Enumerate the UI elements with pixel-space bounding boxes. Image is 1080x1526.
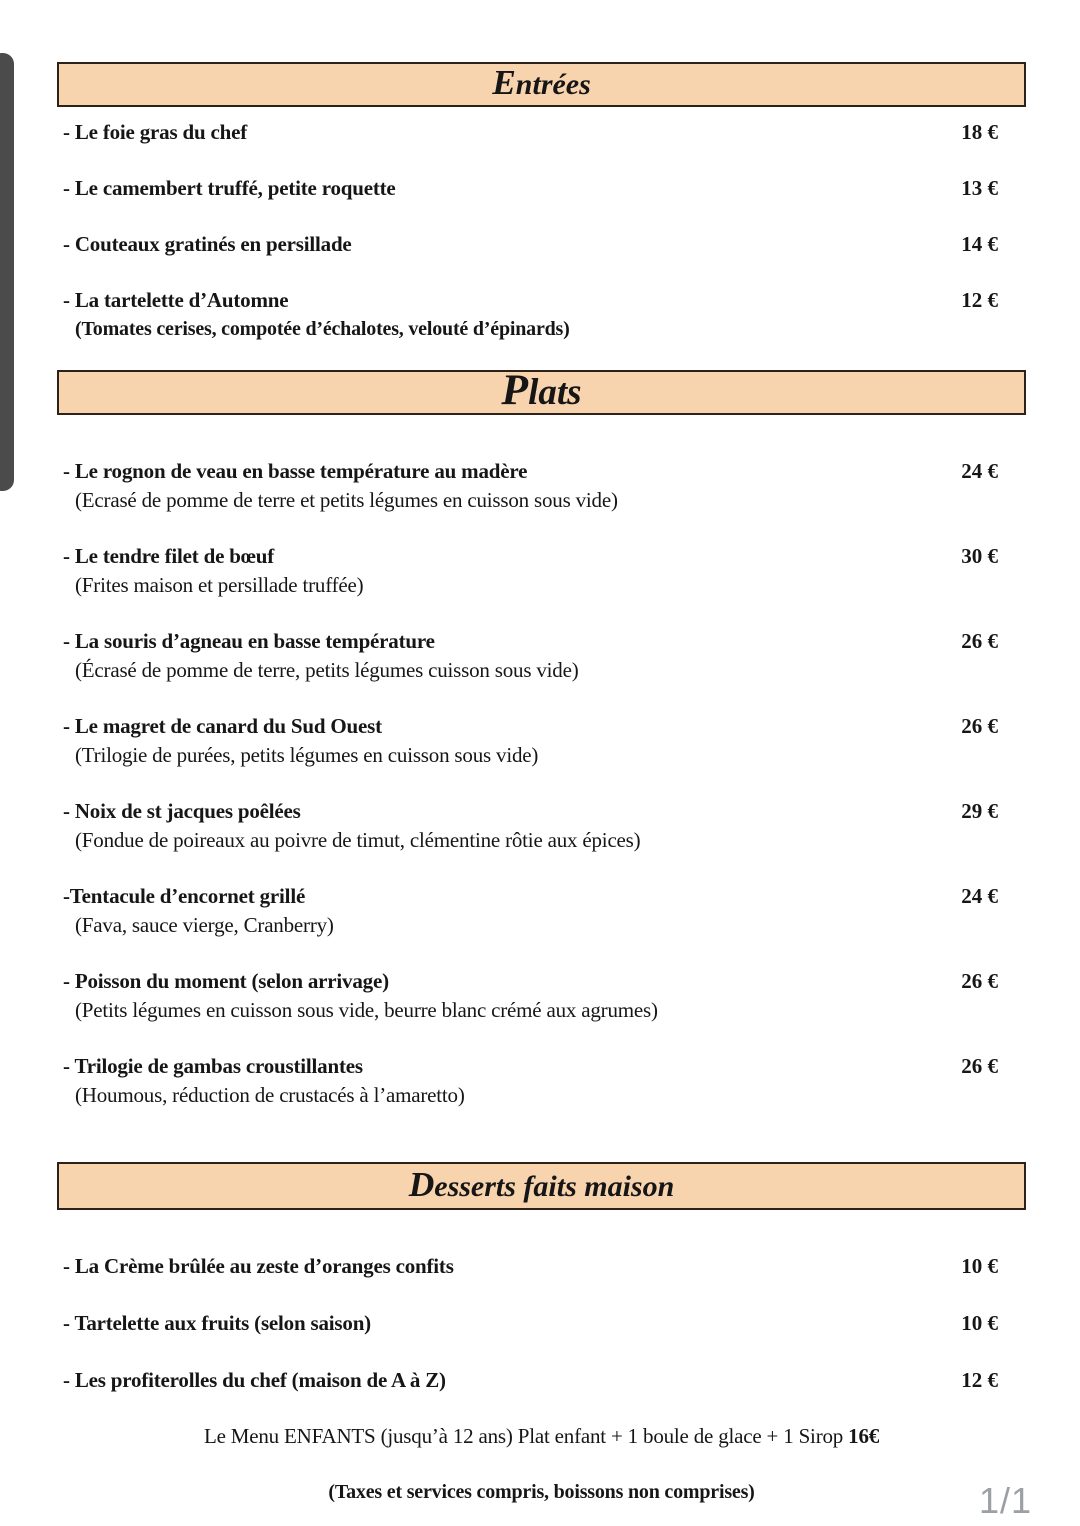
- menu-item: [57, 1311, 1026, 1336]
- section-banner-plats: [57, 366, 1026, 415]
- menu-item: [57, 459, 1026, 513]
- menu-item: [57, 120, 1026, 145]
- menu-item-name: - Tartelette aux fruits (selon saison): [63, 1311, 371, 1335]
- menu-item-name: - Le camembert truffé, petite roquette: [63, 176, 396, 200]
- menu-item-description: (Fava, sauce vierge, Cranberry): [75, 913, 334, 937]
- menu-item-price: 30 €: [961, 544, 998, 568]
- menu-item-price: 29 €: [961, 799, 998, 823]
- menu-item-description: (Fondue de poireaux au poivre de timut, clémentine rôtie aux épices): [75, 828, 641, 852]
- menu-item-name: - Le rognon de veau en basse température au madère: [63, 459, 528, 483]
- menu-item-price: 26 €: [961, 1054, 998, 1078]
- menu-item: [57, 232, 1026, 257]
- menu-item-name: - Trilogie de gambas croustillantes: [63, 1054, 363, 1078]
- section-entrees: [57, 62, 1026, 342]
- menu-item-description: (Houmous, réduction de crustacés à l’amaretto): [75, 1083, 465, 1107]
- menu-item: [57, 176, 1026, 201]
- menu-item-price: 12 €: [961, 288, 998, 312]
- section-plats: [57, 366, 1026, 1108]
- menu-item-name: -Tentacule d’encornet grillé: [63, 884, 306, 908]
- menu-item-description: (Écrasé de pomme de terre, petits légumes cuisson sous vide): [75, 658, 579, 682]
- menu-item-description: (Trilogie de purées, petits légumes en cuisson sous vide): [75, 743, 539, 767]
- menu-item-price: 24 €: [961, 459, 998, 483]
- menu-item: [57, 629, 1026, 683]
- menu-item-name: - La Crème brûlée au zeste d’oranges confits: [63, 1254, 454, 1278]
- menu-item-description: (Petits légumes en cuisson sous vide, beurre blanc crémé aux agrumes): [75, 998, 658, 1022]
- section-banner-desserts: [57, 1162, 1026, 1210]
- menu-item-name: - Le tendre filet de bœuf: [63, 544, 274, 568]
- section-banner-entrees: [57, 62, 1026, 107]
- menu-item-name: - Poisson du moment (selon arrivage): [63, 969, 389, 993]
- scrollbar-thumb[interactable]: [0, 53, 14, 491]
- menu-item-description: (Tomates cerises, compotée d’échalotes, velouté d’épinards): [75, 318, 570, 340]
- menu-item: [57, 969, 1026, 1023]
- kids-menu-note: [57, 1424, 1026, 1449]
- menu-item-price: 10 €: [961, 1311, 998, 1335]
- menu-item-description: (Ecrasé de pomme de terre et petits légumes en cuisson sous vide): [75, 488, 618, 512]
- section-title: Entrées: [492, 62, 591, 103]
- menu-item-price: 26 €: [961, 969, 998, 993]
- menu-item-price: 13 €: [961, 176, 998, 200]
- kids-menu-text: Le Menu ENFANTS (jusqu’à 12 ans) Plat enfant + 1 boule de glace + 1 Sirop: [203, 1424, 849, 1448]
- menu-item: [57, 799, 1026, 853]
- menu-item-price: 26 €: [961, 714, 998, 738]
- menu-item: [57, 544, 1026, 598]
- menu-item: [57, 288, 1026, 342]
- menu-item-price: 26 €: [961, 629, 998, 653]
- menu-item-price: 14 €: [961, 232, 998, 256]
- menu-item-price: 24 €: [961, 884, 998, 908]
- menu-item: [57, 1368, 1026, 1393]
- menu-item-name: - Les profiterolles du chef (maison de A à Z): [63, 1368, 446, 1392]
- kids-menu-price: 16€: [848, 1424, 880, 1448]
- menu-item-price: 18 €: [961, 120, 998, 144]
- menu-page: [57, 62, 1026, 1505]
- menu-item: [57, 1254, 1026, 1279]
- menu-item-name: - La souris d’agneau en basse température: [63, 629, 435, 653]
- menu-item: [57, 714, 1026, 768]
- menu-item-name: - Noix de st jacques poêlées: [63, 799, 301, 823]
- page-indicator: 1/1: [978, 1480, 1032, 1521]
- menu-item-name: - Le foie gras du chef: [63, 120, 247, 144]
- menu-item-name: - Couteaux gratinés en persillade: [63, 232, 352, 256]
- menu-item: [57, 1054, 1026, 1108]
- section-title: Plats: [501, 366, 582, 415]
- menu-item-price: 10 €: [961, 1254, 998, 1278]
- menu-item-name: - Le magret de canard du Sud Ouest: [63, 714, 382, 738]
- menu-item-name: - La tartelette d’Automne: [63, 288, 289, 312]
- section-desserts: [57, 1162, 1026, 1393]
- menu-item-price: 12 €: [961, 1368, 998, 1392]
- menu-item: [57, 884, 1026, 938]
- menu-item-description: (Frites maison et persillade truffée): [75, 573, 364, 597]
- taxes-note: (Taxes et services compris, boissons non comprises): [328, 1481, 755, 1503]
- section-title: Desserts faits maison: [408, 1163, 675, 1204]
